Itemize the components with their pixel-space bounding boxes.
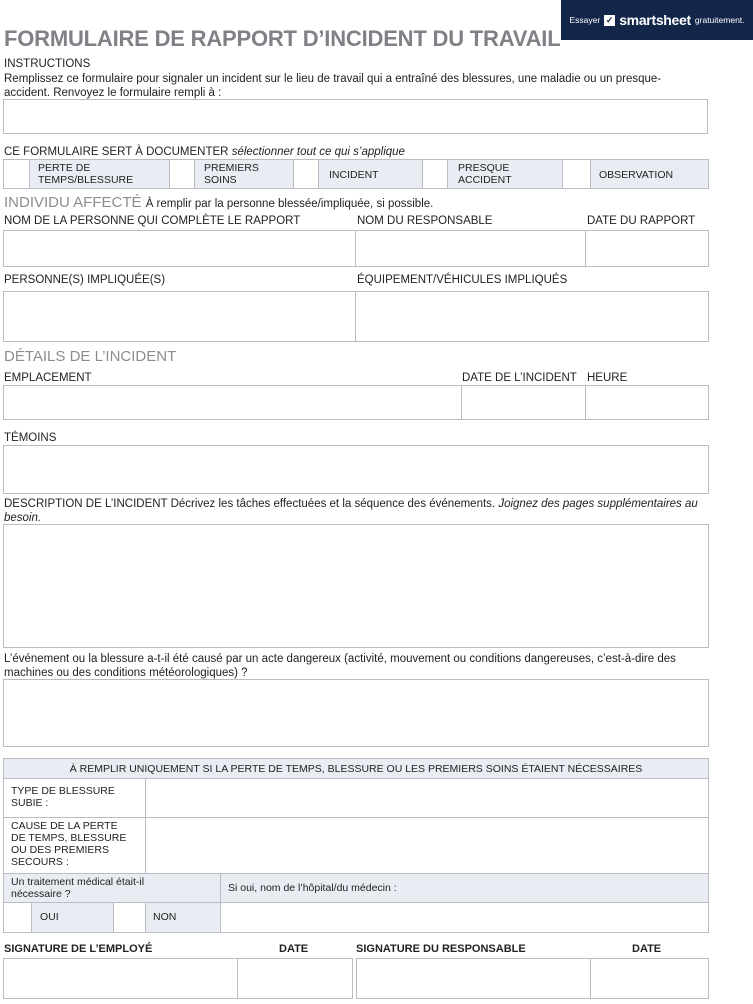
affected-section-heading (4, 194, 433, 211)
option-no: NON (146, 903, 221, 932)
location-label: EMPLACEMENT (4, 372, 92, 384)
documents-label: CE FORMULAIRE SERT À DOCUMENTER (4, 146, 229, 158)
time-label: HEURE (587, 372, 628, 384)
witnesses-field[interactable] (3, 445, 709, 494)
manager-date-field[interactable] (591, 959, 708, 998)
banner-pre-text: Essayer (569, 15, 601, 25)
manager-field[interactable] (356, 231, 586, 266)
injury-type-row (4, 779, 708, 818)
page-title: FORMULAIRE DE RAPPORT D’INCIDENT DU TRAVAIL (4, 26, 561, 51)
unsafe-field[interactable] (3, 679, 709, 747)
manager-label: NOM DU RESPONSABLE (357, 215, 493, 227)
unsafe-question: L’événement ou la blessure a-t-il été causé par un acte dangereux (activité, mouvement ou conditions dangereuses, c’est-à-dire des machines ou des conditions météorologiques) ? (4, 653, 676, 679)
banner-brand: smartsheet (619, 12, 691, 28)
documents-options (3, 159, 709, 189)
incident-date-label: DATE DE L’INCIDENT (462, 372, 577, 384)
report-date-field[interactable] (586, 231, 708, 266)
witnesses-label: TÉMOINS (4, 432, 57, 444)
description-field[interactable] (3, 524, 709, 648)
treatment-row (4, 874, 708, 903)
injury-table-header: À REMPLIR UNIQUEMENT SI LA PERTE DE TEMPS, BLESSURE OU LES PREMIERS SOINS ÉTAIENT NÉCESSAIRES (4, 759, 708, 779)
option-first-aid: PREMIERS SOINS (195, 160, 294, 188)
equipment-field[interactable] (356, 292, 708, 341)
location-field[interactable] (4, 386, 462, 419)
documents-label-wrap (4, 146, 405, 158)
checkbox-no[interactable] (114, 903, 146, 932)
instructions-heading: INSTRUCTIONS (4, 58, 91, 70)
persons-field[interactable] (4, 292, 356, 341)
description-text: Décrivez les tâches effectuées et la séquence des événements. (170, 498, 496, 510)
checkbox-observation[interactable] (563, 160, 591, 188)
injury-table (3, 758, 709, 933)
employee-signature-row (3, 958, 353, 999)
date-label-2: DATE (632, 943, 662, 955)
documents-hint: sélectionner tout ce qui s’applique (231, 146, 405, 158)
date-label-1: DATE (279, 943, 309, 955)
affected-row-2 (3, 291, 709, 342)
time-field[interactable] (586, 386, 708, 419)
details-row (3, 385, 709, 420)
option-yes: OUI (32, 903, 114, 932)
option-lost-time: PERTE DE TEMPS/BLESSURE (30, 160, 170, 188)
manager-signature-field[interactable] (357, 959, 591, 998)
reporter-field[interactable] (4, 231, 356, 266)
injury-type-field[interactable] (146, 779, 708, 817)
injury-type-label: TYPE DE BLESSURE SUBIE : (4, 779, 146, 817)
checkbox-lost-time[interactable] (4, 160, 30, 188)
employee-signature-field[interactable] (4, 959, 238, 998)
checkbox-yes[interactable] (4, 903, 32, 932)
option-near-miss: PRESQUE ACCIDENT (448, 160, 563, 188)
equipment-label: ÉQUIPEMENT/VÉHICULES IMPLIQUÉS (357, 274, 568, 286)
option-observation: OBSERVATION (591, 160, 708, 188)
treatment-answer-row (4, 903, 708, 932)
smartsheet-check-icon: ✓ (605, 14, 614, 25)
reporter-label: NOM DE LA PERSONNE QUI COMPLÈTE LE RAPPORT (4, 215, 301, 227)
checkbox-near-miss[interactable] (423, 160, 448, 188)
manager-signature-row (356, 958, 709, 999)
report-date-label: DATE DU RAPPORT (587, 215, 696, 227)
description-hint: Joignez des pages supplémentaires au besoin. (4, 498, 698, 524)
hospital-field[interactable] (221, 903, 708, 932)
affected-row-1 (3, 230, 709, 267)
injury-cause-label: CAUSE DE LA PERTE DE TEMPS, BLESSURE OU DES PREMIERS SECOURS : (4, 818, 146, 873)
injury-cause-field[interactable] (146, 818, 708, 873)
affected-note: À remplir par la personne blessée/impliquée, si possible. (145, 198, 434, 210)
banner-post-text: gratuitement. (694, 15, 745, 25)
employee-signature-label: SIGNATURE DE L’EMPLOYÉ (4, 943, 153, 955)
return-to-field[interactable] (3, 99, 708, 134)
persons-label: PERSONNE(S) IMPLIQUÉE(S) (4, 274, 166, 286)
description-label-wrap (4, 497, 704, 525)
smartsheet-trial-banner[interactable] (561, 0, 753, 40)
manager-signature-label: SIGNATURE DU RESPONSABLE (356, 943, 526, 955)
description-label: DESCRIPTION DE L’INCIDENT (4, 498, 168, 510)
instructions-text: Remplissez ce formulaire pour signaler un incident sur le lieu de travail qui a entraîné des blessures, une maladie ou un presque-accident. Renvoyez le formulaire rempli à : (4, 73, 662, 99)
hospital-label: Si oui, nom de l’hôpital/du médecin : (221, 874, 708, 902)
affected-heading: INDIVIDU AFFECTÉ (4, 194, 142, 211)
employee-date-field[interactable] (238, 959, 352, 998)
incident-date-field[interactable] (462, 386, 586, 419)
injury-cause-row (4, 818, 708, 874)
details-heading: DÉTAILS DE L’INCIDENT (4, 348, 177, 365)
treatment-question: Un traitement médical était-il nécessaire ? (4, 874, 221, 902)
option-incident: INCIDENT (319, 160, 423, 188)
checkbox-incident[interactable] (294, 160, 319, 188)
checkbox-first-aid[interactable] (170, 160, 195, 188)
